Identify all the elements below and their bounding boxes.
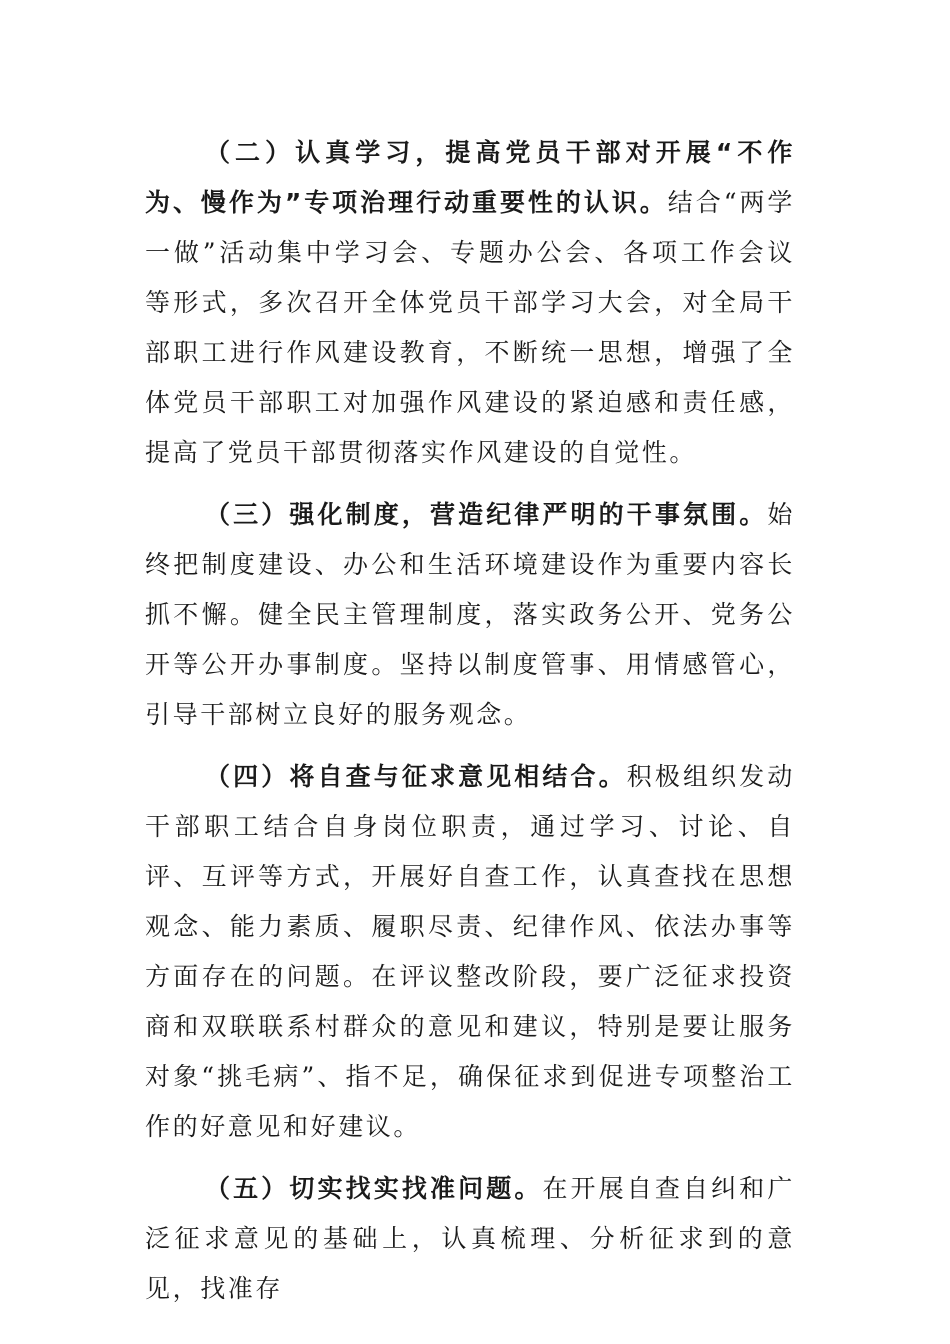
- paragraph-system: [145, 490, 795, 740]
- paragraph-study: [145, 128, 795, 478]
- paragraph-text: 结合“两学一做”活动集中学习会、专题办公会、各项工作会议等形式，多次召开全体党员干部学习大会，对全局干部职工进行作风建设教育，不断统一思想，增强了全体党员干部职工对加强作风建设的紧迫感和责任感，提高了党员干部贯彻落实作风建设的自觉性。: [145, 188, 796, 467]
- paragraph-self-check: [145, 752, 795, 1152]
- paragraph-heading: （四）将自查与征求意见相结合。: [205, 762, 627, 791]
- paragraph-heading: （二）认真学习，提高党员干部对开展“不作为、慢作为”专项治理行动重要性的认识。: [145, 138, 795, 217]
- paragraph-heading: （五）切实找实找准问题。: [205, 1174, 543, 1203]
- paragraph-text: 在开展自查自纠和广泛征求意见的基础上，认真梳理、分析征求到的意见，找准存: [145, 1174, 795, 1303]
- paragraph-text: 始终把制度建设、办公和生活环境建设作为重要内容长抓不懈。健全民主管理制度，落实政务公开、党务公开等公开办事制度。坚持以制度管事、用情感管心，引导干部树立良好的服务观念。: [145, 500, 795, 729]
- paragraph-find-problems: [145, 1164, 795, 1314]
- paragraph-heading: （三）强化制度，营造纪律严明的干事氛围。: [205, 500, 768, 529]
- document-body: [145, 128, 795, 1326]
- paragraph-text: 积极组织发动干部职工结合自身岗位职责，通过学习、讨论、自评、互评等方式，开展好自查工作，认真查找在思想观念、能力素质、履职尽责、纪律作风、依法办事等方面存在的问题。在评议整改阶段，要广泛征求投资商和双联联系村群众的意见和建议，特别是要让服务对象“挑毛病”、指不足，确保征求到促进专项整治工作的好意见和好建议。: [145, 762, 795, 1141]
